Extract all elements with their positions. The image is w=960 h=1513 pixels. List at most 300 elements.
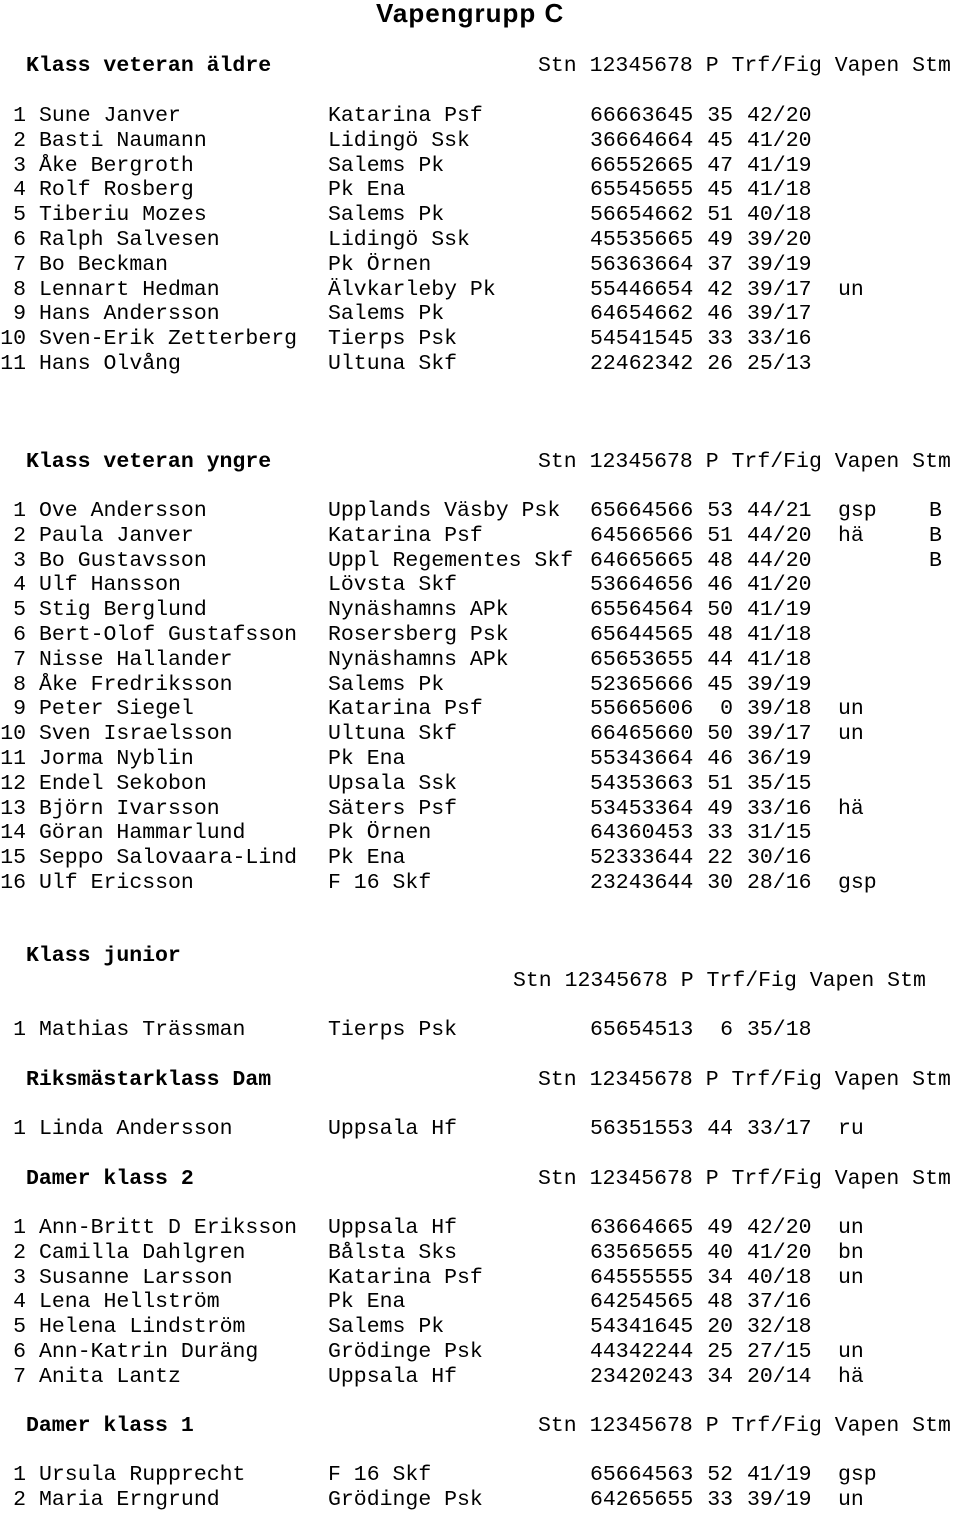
club-name: Grödinge Psk [328, 1487, 483, 1512]
hits-figures: 35/15 [747, 771, 812, 796]
section-title: Damer klass 2 [26, 1167, 194, 1191]
column-headers: Stn 12345678 P Trf/Fig Vapen Stm [538, 1414, 951, 1438]
result-row [0, 797, 960, 822]
club-name: Pk Ena [328, 746, 406, 771]
place-cell: 7 [13, 647, 26, 672]
shooter-name: Björn Ivarsson [39, 796, 220, 821]
club-name: Nynäshamns APk [328, 647, 509, 672]
station-scores: 44342244 [590, 1339, 694, 1364]
place-cell: 1 [13, 104, 26, 128]
hits-figures: 28/16 [747, 870, 812, 895]
points: 51 [707, 771, 733, 796]
points: 44 [707, 1117, 733, 1141]
points: 20 [707, 1315, 733, 1340]
station-scores: 53453364 [590, 796, 694, 821]
points: 49 [707, 227, 733, 252]
club-name: Älvkarleby Pk [328, 277, 496, 302]
club-name: Ultuna Skf [328, 722, 458, 747]
station-scores: 23243644 [590, 870, 694, 895]
place-cell: 6 [13, 622, 26, 647]
place-cell: 3 [13, 1265, 26, 1290]
points: 45 [707, 672, 733, 697]
shooter-name: Peter Siegel [39, 697, 194, 722]
result-row [0, 499, 960, 524]
station-scores: 52333644 [590, 846, 694, 871]
section-damer-klass-2 [0, 1167, 960, 1389]
hits-figures: 30/16 [747, 846, 812, 871]
place-cell: 6 [13, 1339, 26, 1364]
station-scores: 36664664 [590, 128, 694, 153]
place-cell: 7 [13, 252, 26, 277]
hits-figures: 37/16 [747, 1290, 812, 1315]
shooter-name: Ralph Salvesen [39, 227, 220, 252]
place-cell: 5 [13, 203, 26, 228]
place-cell: 1 [13, 1216, 26, 1240]
place-cell: 7 [13, 1364, 26, 1389]
place-cell: 16 [0, 870, 26, 895]
weapon-badge: un [838, 1216, 864, 1240]
weapon-badge: un [838, 1265, 864, 1290]
result-row [0, 1018, 960, 1043]
place-cell: 11 [0, 746, 26, 771]
club-name: F 16 Skf [328, 870, 432, 895]
shooter-name: Seppo Salovaara-Lind [39, 846, 298, 871]
shooter-name: Camilla Dahlgren [39, 1240, 246, 1265]
points: 52 [707, 1463, 733, 1487]
club-name: Bålsta Sks [328, 1240, 458, 1265]
results-list [0, 1018, 960, 1043]
section-title: Klass junior [26, 944, 181, 968]
result-row [0, 228, 960, 253]
station-scores: 66663645 [590, 104, 694, 128]
hits-figures: 27/15 [747, 1339, 812, 1364]
shooter-name: Ann-Katrin Duräng [39, 1339, 259, 1364]
section-damer-klass-1 [0, 1414, 960, 1512]
points: 48 [707, 548, 733, 573]
column-headers: Stn 12345678 P Trf/Fig Vapen Stm [538, 1068, 951, 1092]
result-row [0, 352, 960, 377]
shooter-name: Susanne Larsson [39, 1265, 233, 1290]
results-list [0, 499, 960, 896]
station-scores: 53664656 [590, 573, 694, 598]
result-row [0, 253, 960, 278]
hits-figures: 41/18 [747, 622, 812, 647]
points: 51 [707, 203, 733, 228]
result-row [0, 302, 960, 327]
place-cell: 12 [0, 771, 26, 796]
section-header [0, 1167, 960, 1191]
weapon-badge: bn [838, 1240, 864, 1265]
weapon-badge: gsp [838, 499, 877, 523]
result-row [0, 203, 960, 228]
club-name: Säters Psf [328, 796, 458, 821]
place-cell: 15 [0, 846, 26, 871]
hits-figures: 31/15 [747, 821, 812, 846]
place-cell: 2 [13, 1240, 26, 1265]
result-row [0, 1365, 960, 1390]
station-scores: 65653655 [590, 647, 694, 672]
club-name: Rosersberg Psk [328, 622, 509, 647]
hits-figures: 41/20 [747, 128, 812, 153]
section-junior [0, 944, 960, 1042]
hits-figures: 40/18 [747, 1265, 812, 1290]
shooter-name: Endel Sekobon [39, 771, 207, 796]
station-scores: 65564564 [590, 598, 694, 623]
station-scores: 65644565 [590, 622, 694, 647]
station-scores: 55665606 [590, 697, 694, 722]
weapon-badge: un [838, 1339, 864, 1364]
points: 51 [707, 523, 733, 548]
result-row [0, 154, 960, 179]
points: 40 [707, 1240, 733, 1265]
station-scores: 63565655 [590, 1240, 694, 1265]
shooter-name: Lennart Hedman [39, 277, 220, 302]
result-row [0, 1488, 960, 1513]
station-scores: 64654662 [590, 302, 694, 327]
column-headers: Stn 12345678 P Trf/Fig Vapen Stm [513, 969, 926, 993]
weapon-badge: un [838, 1487, 864, 1512]
points: 33 [707, 821, 733, 846]
section-header [0, 450, 960, 474]
shooter-name: Ulf Hansson [39, 573, 181, 598]
club-name: Tierps Psk [328, 327, 458, 352]
club-name: Pk Örnen [328, 821, 432, 846]
weapon-badge: gsp [838, 1463, 877, 1487]
place-cell: 9 [13, 697, 26, 722]
hits-figures: 20/14 [747, 1364, 812, 1389]
hits-figures: 41/19 [747, 1463, 812, 1487]
result-row [0, 1117, 960, 1142]
place-cell: 6 [13, 227, 26, 252]
station-scores: 66465660 [590, 722, 694, 747]
hits-figures: 44/21 [747, 499, 812, 523]
station-scores: 54341645 [590, 1315, 694, 1340]
points: 22 [707, 846, 733, 871]
points: 34 [707, 1265, 733, 1290]
section-veteran-yngre [0, 450, 960, 895]
place-cell: 3 [13, 548, 26, 573]
result-row [0, 697, 960, 722]
club-name: Pk Ena [328, 1290, 406, 1315]
hits-figures: 41/20 [747, 1240, 812, 1265]
shooter-name: Ursula Rupprecht [39, 1463, 246, 1487]
club-name: Lövsta Skf [328, 573, 458, 598]
points: 33 [707, 1487, 733, 1512]
section-riksmastarklass-dam [0, 1068, 960, 1141]
column-headers: Stn 12345678 P Trf/Fig Vapen Stm [538, 1167, 951, 1191]
place-cell: 14 [0, 821, 26, 846]
points: 6 [720, 1018, 733, 1042]
club-name: Pk Örnen [328, 252, 432, 277]
points: 44 [707, 647, 733, 672]
section-header [0, 1068, 960, 1092]
place-cell: 9 [13, 302, 26, 327]
place-cell: 3 [13, 153, 26, 178]
hits-figures: 44/20 [747, 523, 812, 548]
station-scores: 56351553 [590, 1117, 694, 1141]
place-cell: 1 [13, 1117, 26, 1141]
shooter-name: Åke Bergroth [39, 153, 194, 178]
shooter-name: Lena Hellström [39, 1290, 220, 1315]
shooter-name: Helena Lindström [39, 1315, 246, 1340]
points: 46 [707, 302, 733, 327]
result-row [0, 1266, 960, 1291]
points: 33 [707, 327, 733, 352]
weapon-badge: un [838, 697, 864, 722]
place-cell: 8 [13, 277, 26, 302]
result-row [0, 178, 960, 203]
result-row [0, 327, 960, 352]
place-cell: 5 [13, 598, 26, 623]
result-row [0, 871, 960, 896]
station-scores: 63664665 [590, 1216, 694, 1240]
result-row [0, 648, 960, 673]
points: 53 [707, 499, 733, 523]
station-scores: 64566566 [590, 523, 694, 548]
section-title: Klass veteran äldre [26, 54, 272, 78]
shooter-name: Göran Hammarlund [39, 821, 246, 846]
place-cell: 10 [0, 327, 26, 352]
club-name: Ultuna Skf [328, 351, 458, 376]
place-cell: 13 [0, 796, 26, 821]
points: 49 [707, 1216, 733, 1240]
points: 46 [707, 573, 733, 598]
shooter-name: Anita Lantz [39, 1364, 181, 1389]
hits-figures: 42/20 [747, 1216, 812, 1240]
club-name: F 16 Skf [328, 1463, 432, 1487]
club-name: Grödinge Psk [328, 1339, 483, 1364]
club-name: Salems Pk [328, 153, 445, 178]
championship-mark: B [929, 523, 942, 548]
result-row [0, 598, 960, 623]
shooter-name: Sven-Erik Zetterberg [39, 327, 298, 352]
shooter-name: Ann-Britt D Eriksson [39, 1216, 298, 1240]
station-scores: 56363664 [590, 252, 694, 277]
shooter-name: Stig Berglund [39, 598, 207, 623]
place-cell: 2 [13, 1487, 26, 1512]
result-row [0, 278, 960, 303]
result-row [0, 747, 960, 772]
club-name: Upsala Ssk [328, 771, 458, 796]
weapon-badge: un [838, 277, 864, 302]
points: 50 [707, 722, 733, 747]
shooter-name: Basti Naumann [39, 128, 207, 153]
weapon-badge: hä [838, 523, 864, 548]
hits-figures: 33/16 [747, 796, 812, 821]
hits-figures: 33/17 [747, 1117, 812, 1141]
points: 50 [707, 598, 733, 623]
points: 48 [707, 1290, 733, 1315]
points: 26 [707, 351, 733, 376]
hits-figures: 36/19 [747, 746, 812, 771]
section-title: Damer klass 1 [26, 1414, 194, 1438]
points: 47 [707, 153, 733, 178]
place-cell: 1 [13, 499, 26, 523]
club-name: Uppsala Hf [328, 1364, 458, 1389]
club-name: Salems Pk [328, 302, 445, 327]
result-row [0, 821, 960, 846]
points: 48 [707, 622, 733, 647]
shooter-name: Linda Andersson [39, 1117, 233, 1141]
station-scores: 65664563 [590, 1463, 694, 1487]
weapon-badge: hä [838, 796, 864, 821]
result-row [0, 1241, 960, 1266]
hits-figures: 32/18 [747, 1315, 812, 1340]
result-row [0, 772, 960, 797]
club-name: Katarina Psf [328, 104, 483, 128]
weapon-badge: hä [838, 1364, 864, 1389]
station-scores: 23420243 [590, 1364, 694, 1389]
result-row [0, 129, 960, 154]
station-scores: 22462342 [590, 351, 694, 376]
hits-figures: 42/20 [747, 104, 812, 128]
hits-figures: 39/19 [747, 252, 812, 277]
shooter-name: Sven Israelsson [39, 722, 233, 747]
shooter-name: Hans Andersson [39, 302, 220, 327]
hits-figures: 35/18 [747, 1018, 812, 1042]
hits-figures: 39/18 [747, 697, 812, 722]
result-row [0, 673, 960, 698]
club-name: Salems Pk [328, 672, 445, 697]
place-cell: 1 [13, 1018, 26, 1042]
station-scores: 52365666 [590, 672, 694, 697]
station-scores: 64555555 [590, 1265, 694, 1290]
championship-mark: B [929, 548, 942, 573]
points: 49 [707, 796, 733, 821]
result-row [0, 549, 960, 574]
shooter-name: Rolf Rosberg [39, 178, 194, 203]
result-row [0, 1290, 960, 1315]
points: 35 [707, 104, 733, 128]
shooter-name: Paula Janver [39, 523, 194, 548]
place-cell: 2 [13, 128, 26, 153]
club-name: Nynäshamns APk [328, 598, 509, 623]
station-scores: 64254565 [590, 1290, 694, 1315]
results-list [0, 1117, 960, 1142]
hits-figures: 39/17 [747, 302, 812, 327]
hits-figures: 41/18 [747, 178, 812, 203]
place-cell: 4 [13, 178, 26, 203]
station-scores: 56654662 [590, 203, 694, 228]
results-list [0, 1463, 960, 1513]
club-name: Upplands Väsby Psk [328, 499, 561, 523]
hits-figures: 44/20 [747, 548, 812, 573]
place-cell: 2 [13, 523, 26, 548]
result-row [0, 524, 960, 549]
station-scores: 64360453 [590, 821, 694, 846]
station-scores: 55343664 [590, 746, 694, 771]
station-scores: 64665665 [590, 548, 694, 573]
results-list [0, 1216, 960, 1390]
column-headers: Stn 12345678 P Trf/Fig Vapen Stm [538, 450, 951, 474]
station-scores: 54353663 [590, 771, 694, 796]
points: 30 [707, 870, 733, 895]
weapon-badge: gsp [838, 870, 877, 895]
column-headers: Stn 12345678 P Trf/Fig Vapen Stm [538, 54, 951, 78]
station-scores: 66552665 [590, 153, 694, 178]
section-header [0, 944, 960, 993]
club-name: Salems Pk [328, 1315, 445, 1340]
shooter-name: Sune Janver [39, 104, 181, 128]
result-row [0, 846, 960, 871]
hits-figures: 39/19 [747, 672, 812, 697]
club-name: Katarina Psf [328, 523, 483, 548]
club-name: Lidingö Ssk [328, 128, 470, 153]
section-title: Klass veteran yngre [26, 450, 272, 474]
station-scores: 45535665 [590, 227, 694, 252]
hits-figures: 41/19 [747, 598, 812, 623]
hits-figures: 41/18 [747, 647, 812, 672]
hits-figures: 41/19 [747, 153, 812, 178]
club-name: Salems Pk [328, 203, 445, 228]
result-row [0, 1315, 960, 1340]
points: 42 [707, 277, 733, 302]
page-title: Vapengrupp C [376, 0, 565, 28]
place-cell: 5 [13, 1315, 26, 1340]
club-name: Uppsala Hf [328, 1216, 458, 1240]
shooter-name: Nisse Hallander [39, 647, 233, 672]
weapon-badge: ru [838, 1117, 864, 1141]
station-scores: 65654513 [590, 1018, 694, 1042]
hits-figures: 39/17 [747, 277, 812, 302]
points: 46 [707, 746, 733, 771]
place-cell: 4 [13, 1290, 26, 1315]
weapon-badge: un [838, 722, 864, 747]
points: 37 [707, 252, 733, 277]
hits-figures: 39/17 [747, 722, 812, 747]
place-cell: 1 [13, 1463, 26, 1487]
result-row [0, 1340, 960, 1365]
hits-figures: 33/16 [747, 327, 812, 352]
hits-figures: 25/13 [747, 351, 812, 376]
shooter-name: Jorma Nyblin [39, 746, 194, 771]
station-scores: 65545655 [590, 178, 694, 203]
shooter-name: Ove Andersson [39, 499, 207, 523]
hits-figures: 40/18 [747, 203, 812, 228]
place-cell: 10 [0, 722, 26, 747]
club-name: Pk Ena [328, 178, 406, 203]
club-name: Katarina Psf [328, 697, 483, 722]
points: 34 [707, 1364, 733, 1389]
club-name: Pk Ena [328, 846, 406, 871]
shooter-name: Tiberiu Mozes [39, 203, 207, 228]
section-title: Riksmästarklass Dam [26, 1068, 272, 1092]
club-name: Uppl Regementes Skf [328, 548, 574, 573]
hits-figures: 41/20 [747, 573, 812, 598]
shooter-name: Mathias Trässman [39, 1018, 246, 1042]
club-name: Katarina Psf [328, 1265, 483, 1290]
shooter-name: Ulf Ericsson [39, 870, 194, 895]
hits-figures: 39/19 [747, 1487, 812, 1512]
place-cell: 11 [0, 351, 26, 376]
club-name: Lidingö Ssk [328, 227, 470, 252]
club-name: Tierps Psk [328, 1018, 458, 1042]
result-row [0, 722, 960, 747]
result-row [0, 623, 960, 648]
shooter-name: Maria Erngrund [39, 1487, 220, 1512]
results-list [0, 104, 960, 377]
championship-mark: B [929, 499, 942, 523]
station-scores: 54541545 [590, 327, 694, 352]
shooter-name: Hans Olvång [39, 351, 181, 376]
shooter-name: Åke Fredriksson [39, 672, 233, 697]
points: 0 [720, 697, 733, 722]
station-scores: 65664566 [590, 499, 694, 523]
result-row [0, 1463, 960, 1488]
points: 45 [707, 178, 733, 203]
points: 45 [707, 128, 733, 153]
place-cell: 8 [13, 672, 26, 697]
